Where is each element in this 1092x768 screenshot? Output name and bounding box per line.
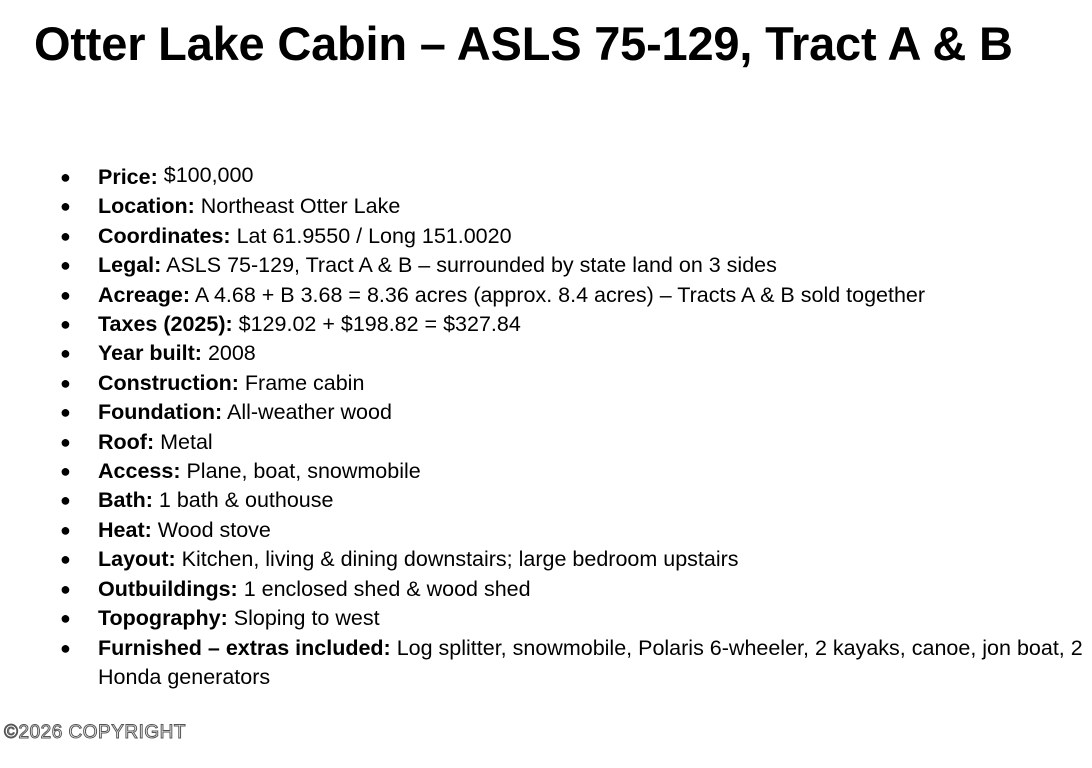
fact-bath [60, 486, 1085, 515]
fact-value: Log splitter, snowmobile, Polaris 6-wheeler, 2 kayaks, canoe, jon boat, 2 Honda generators [98, 635, 1083, 689]
bullet-icon: ● [60, 431, 71, 452]
fact-label: Coordinates: [98, 223, 231, 248]
fact-price [60, 163, 1085, 192]
fact-value: 1 bath & outhouse [158, 488, 334, 513]
fact-value: Plane, boat, snowmobile [186, 459, 421, 484]
fact-layout [60, 545, 1085, 574]
fact-furnished-extras [60, 634, 1085, 693]
fact-topography [60, 604, 1085, 633]
fact-value: Lat 61.9550 / Long 151.0020 [236, 223, 512, 248]
fact-label: Location: [98, 194, 195, 219]
fact-value: 1 enclosed shed & wood shed [243, 576, 531, 601]
bullet-icon: ● [60, 461, 71, 482]
bullet-icon: ● [60, 578, 71, 599]
fact-label: Price: [98, 165, 158, 189]
fact-label: Legal: [98, 253, 162, 278]
fact-value: Northeast Otter Lake [200, 194, 401, 219]
bullet-icon: ● [60, 637, 71, 658]
fact-roof [60, 428, 1085, 457]
fact-outbuildings [60, 575, 1085, 604]
fact-label: Heat: [98, 517, 152, 542]
fact-label: Construction: [98, 370, 239, 395]
fact-coordinates [60, 222, 1085, 251]
fact-acreage [60, 281, 1085, 310]
fact-label: Taxes (2025): [98, 312, 233, 337]
fact-label: Roof: [98, 429, 155, 454]
fact-value: $100,000 [163, 163, 254, 187]
fact-label: Foundation: [98, 400, 223, 425]
bullet-icon: ● [60, 372, 71, 393]
fact-construction [60, 369, 1085, 398]
bullet-icon: ● [60, 314, 71, 335]
bullet-icon: ● [60, 402, 71, 423]
fact-value: Frame cabin [244, 370, 365, 395]
page-title: Otter Lake Cabin – ASLS 75-129, Tract A & B [34, 17, 1013, 70]
bullet-icon: ● [60, 284, 71, 305]
bullet-icon: ● [60, 608, 71, 629]
fact-value: Wood stove [157, 517, 271, 542]
fact-taxes [60, 310, 1085, 339]
fact-label: Bath: [98, 488, 153, 513]
fact-label: Layout: [98, 547, 176, 572]
fact-value: $129.02 + $198.82 = $327.84 [238, 312, 521, 337]
bullet-icon: ● [60, 549, 71, 570]
fact-heat [60, 516, 1085, 545]
property-facts-list [60, 163, 1085, 692]
copyright-watermark: ©2026 COPYRIGHT [4, 722, 186, 743]
bullet-icon: ● [60, 519, 71, 540]
fact-label: Furnished – extras included: [98, 635, 391, 660]
fact-value: ASLS 75-129, Tract A & B – surrounded by state land on 3 sides [166, 253, 777, 278]
fact-label: Year built: [98, 341, 202, 366]
fact-access [60, 457, 1085, 486]
fact-year-built [60, 339, 1085, 368]
fact-value: A 4.68 + B 3.68 = 8.36 acres (approx. 8.4 acres) – Tracts A & B sold together [194, 282, 926, 307]
fact-value: Kitchen, living & dining downstairs; large bedroom upstairs [181, 547, 739, 572]
bullet-icon: ● [60, 167, 71, 187]
fact-label: Access: [98, 459, 181, 484]
fact-label: Topography: [98, 606, 228, 631]
bullet-icon: ● [60, 255, 71, 276]
fact-label: Outbuildings: [98, 576, 238, 601]
fact-location [60, 192, 1085, 221]
bullet-icon: ● [60, 196, 71, 217]
bullet-icon: ● [60, 225, 71, 246]
fact-legal [60, 251, 1085, 280]
fact-value: Sloping to west [233, 606, 380, 631]
fact-value: Metal [160, 429, 213, 454]
fact-foundation [60, 398, 1085, 427]
fact-label: Acreage: [98, 282, 191, 307]
bullet-icon: ● [60, 343, 71, 364]
fact-value: All-weather wood [226, 400, 392, 425]
fact-value: 2008 [207, 341, 256, 366]
bullet-icon: ● [60, 490, 71, 511]
